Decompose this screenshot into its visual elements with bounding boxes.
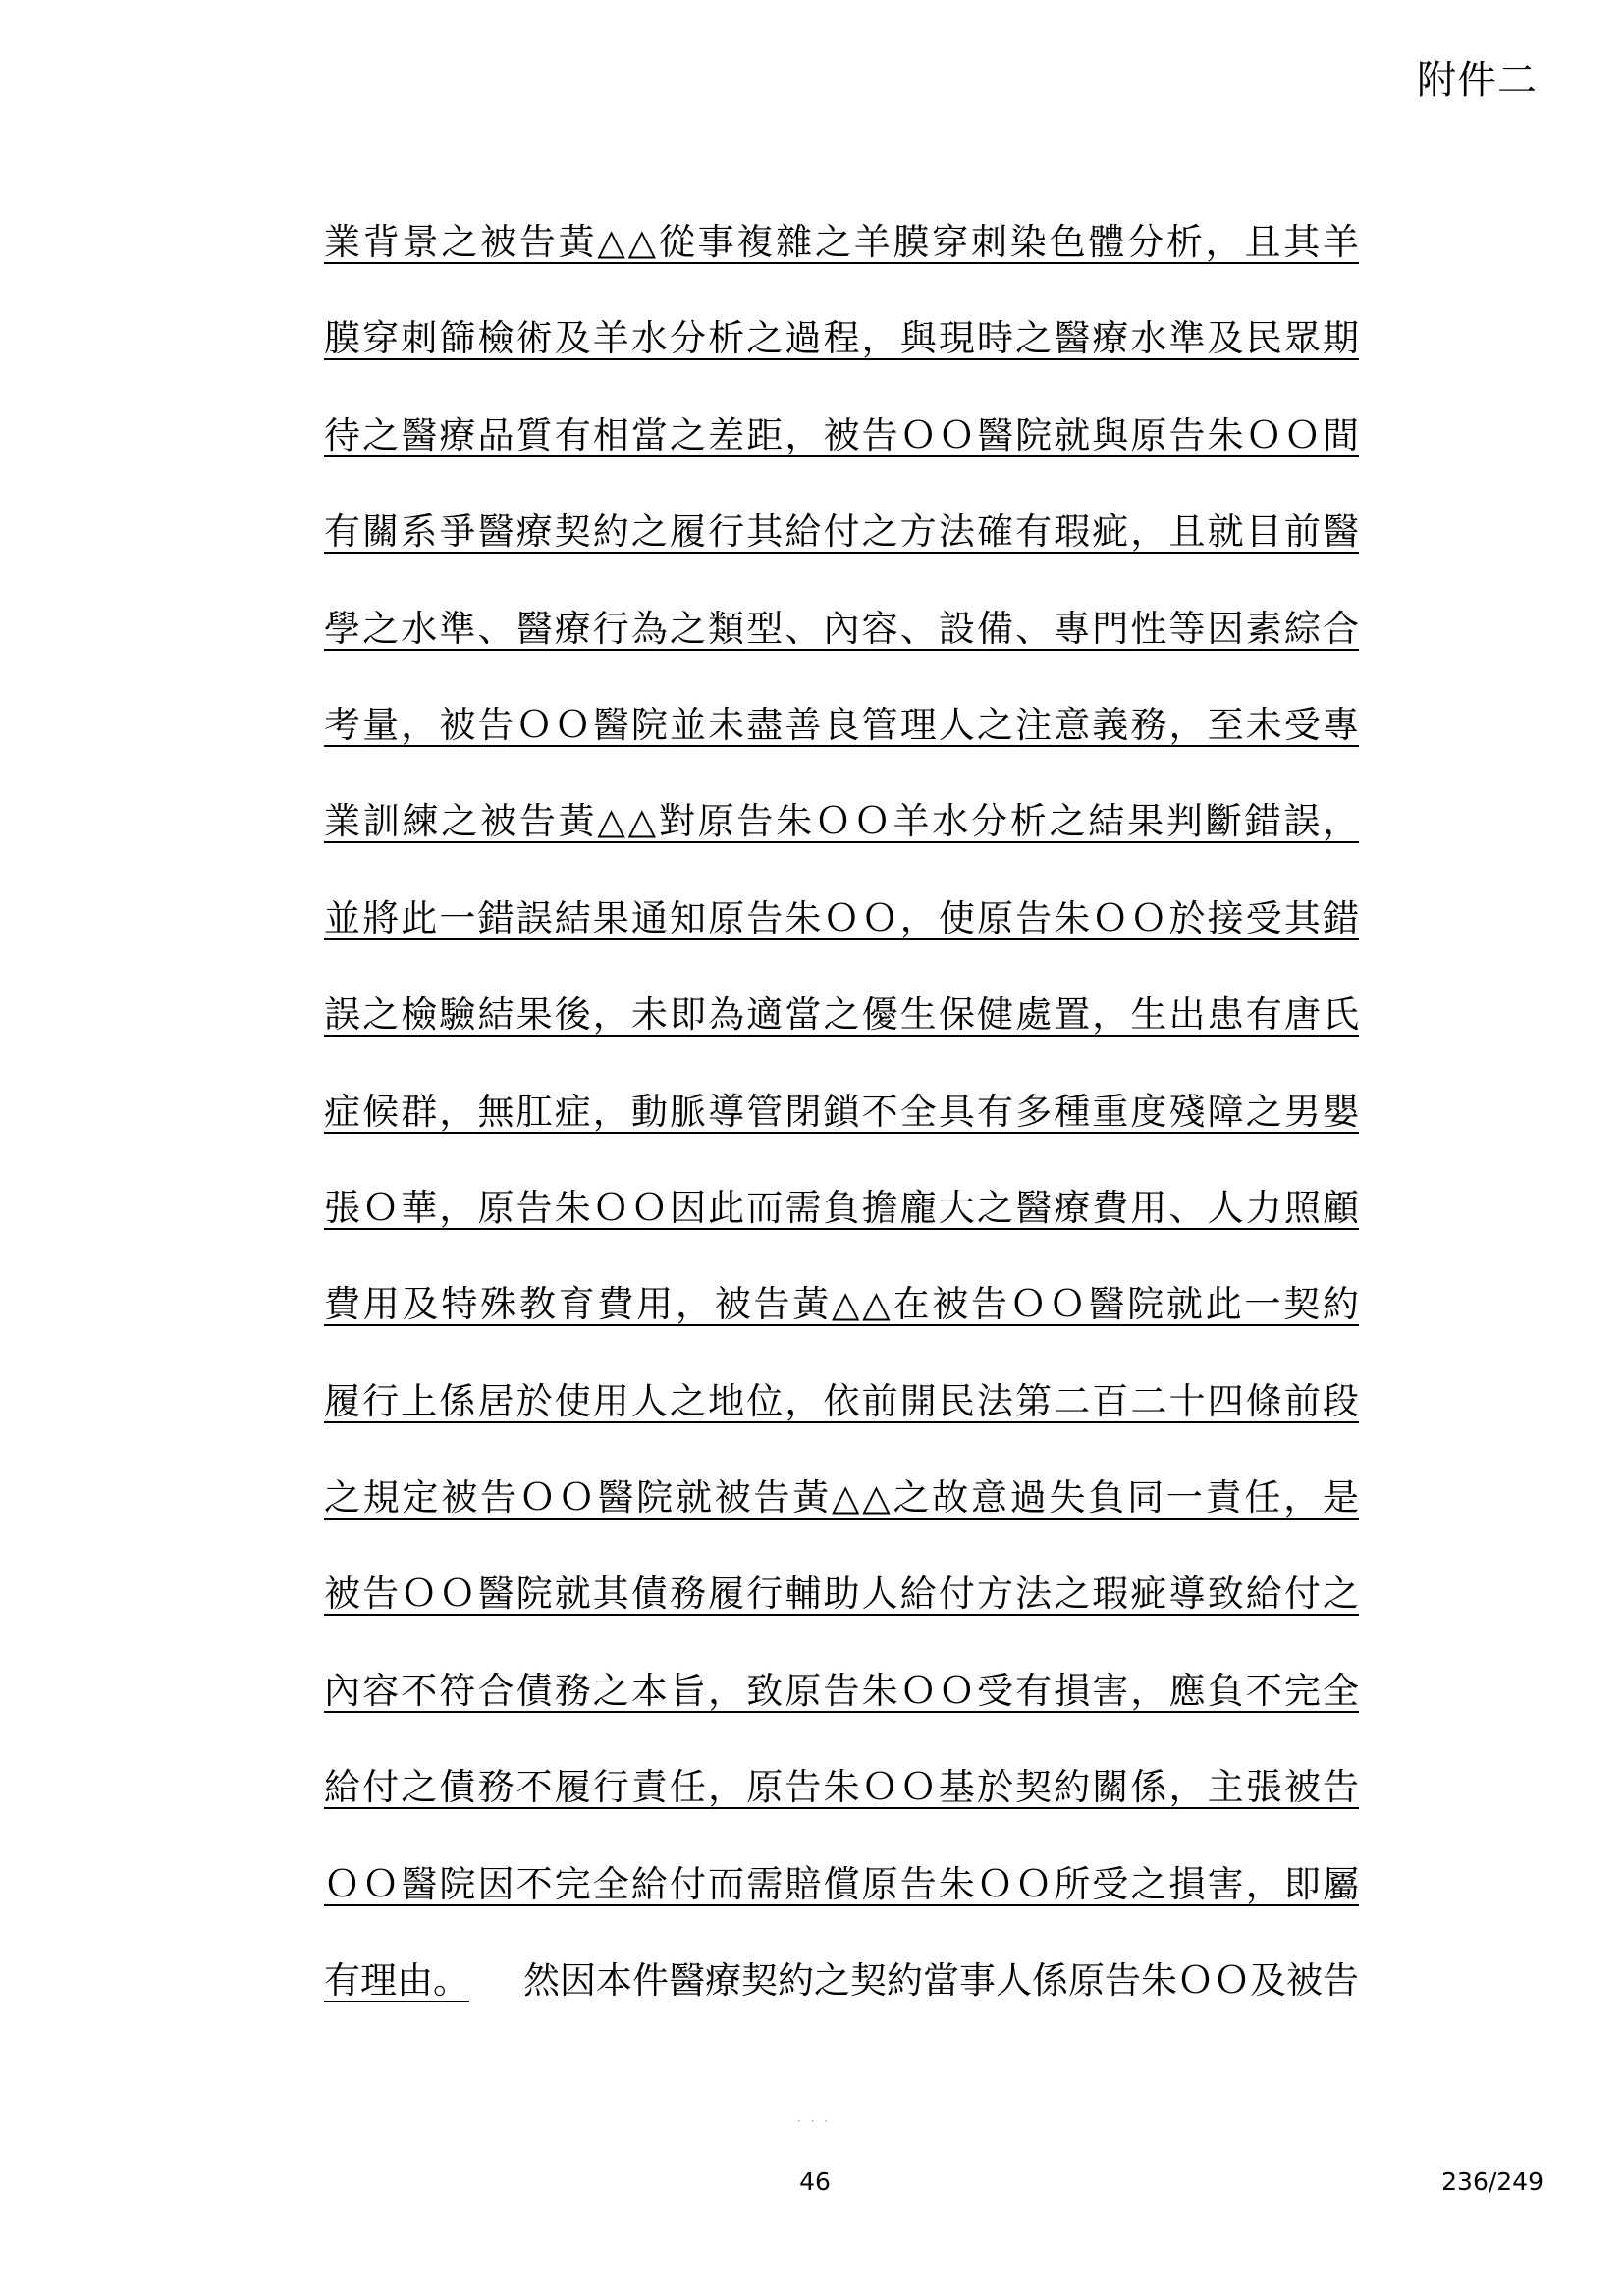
text-line-4	[324, 507, 1359, 604]
text-line-19-underlined: 有理由。	[324, 1959, 469, 2002]
text-line-9-content: 誤之檢驗結果後，未即為適當之優生保健處置，生出患有唐氏	[324, 993, 1359, 1037]
text-line-15	[324, 1570, 1359, 1666]
page-count: 236/249	[1441, 2167, 1543, 2196]
text-line-19-rest: 然因本件醫療契約之契約當事人係原告朱ＯＯ及被告	[523, 1959, 1359, 2002]
text-line-19	[324, 1956, 1359, 2053]
text-line-16	[324, 1667, 1359, 1763]
text-line-3-content: 待之醫療品質有相當之差距，被告ＯＯ醫院就與原告朱ＯＯ間	[324, 413, 1359, 456]
text-line-8-content: 並將此一錯誤結果通知原告朱ＯＯ，使原告朱ＯＯ於接受其錯	[324, 896, 1359, 939]
text-line-10-content: 症候群，無肛症，動脈導管閉鎖不全具有多種重度殘障之男嬰	[324, 1090, 1359, 1133]
text-line-18-content: ＯＯ醫院因不完全給付而需賠償原告朱ＯＯ所受之損害，即屬	[324, 1862, 1359, 1905]
text-line-13	[324, 1377, 1359, 1473]
text-line-5-content: 學之水準、醫療行為之類型、內容、設備、專門性等因素綜合	[324, 607, 1359, 650]
text-line-10	[324, 1088, 1359, 1184]
text-line-2	[324, 314, 1359, 410]
text-line-1-content: 業背景之被告黃△△從事複雜之羊膜穿刺染色體分析，且其羊	[324, 221, 1359, 263]
text-line-7	[324, 797, 1359, 893]
text-line-9	[324, 990, 1359, 1087]
text-line-11-content: 張Ｏ華，原告朱ＯＯ因此而需負擔龐大之醫療費用、人力照顧	[324, 1186, 1359, 1229]
text-line-14-content: 之規定被告ＯＯ醫院就被告黃△△之故意過失負同一責任，是	[324, 1476, 1359, 1520]
text-line-5	[324, 605, 1359, 701]
text-line-3	[324, 411, 1359, 507]
judgment-text-body	[324, 218, 1359, 2053]
text-line-7-content: 業訓練之被告黃△△對原告朱ＯＯ羊水分析之結果判斷錯誤，	[324, 800, 1359, 843]
attachment-label: 附件二	[1417, 58, 1538, 103]
text-line-11	[324, 1184, 1359, 1280]
text-line-15-content: 被告ＯＯ醫院就其債務履行輔助人給付方法之瑕疵導致給付之	[324, 1573, 1359, 1616]
stray-mark: · · ·	[797, 2114, 832, 2128]
text-line-17	[324, 1763, 1359, 1859]
text-line-6	[324, 701, 1359, 797]
text-line-12-content: 費用及特殊教育費用，被告黃△△在被告ＯＯ醫院就此一契約	[324, 1283, 1359, 1326]
text-line-4-content: 有關系爭醫療契約之履行其給付之方法確有瑕疵，且就目前醫	[324, 510, 1359, 554]
page-number: 46	[799, 2167, 831, 2196]
text-line-2-content: 膜穿刺篩檢術及羊水分析之過程，與現時之醫療水準及民眾期	[324, 317, 1359, 360]
text-line-18	[324, 1860, 1359, 1956]
text-line-12	[324, 1280, 1359, 1376]
text-line-6-content: 考量，被告ＯＯ醫院並未盡善良管理人之注意義務，至未受專	[324, 703, 1359, 746]
text-line-13-content: 履行上係居於使用人之地位，依前開民法第二百二十四條前段	[324, 1379, 1359, 1422]
text-line-1	[324, 218, 1359, 314]
text-line-8	[324, 894, 1359, 990]
text-line-14	[324, 1473, 1359, 1570]
text-line-17-content: 給付之債務不履行責任，原告朱ＯＯ基於契約關係，主張被告	[324, 1766, 1359, 1809]
text-line-16-content: 內容不符合債務之本旨，致原告朱ＯＯ受有損害，應負不完全	[324, 1669, 1359, 1712]
